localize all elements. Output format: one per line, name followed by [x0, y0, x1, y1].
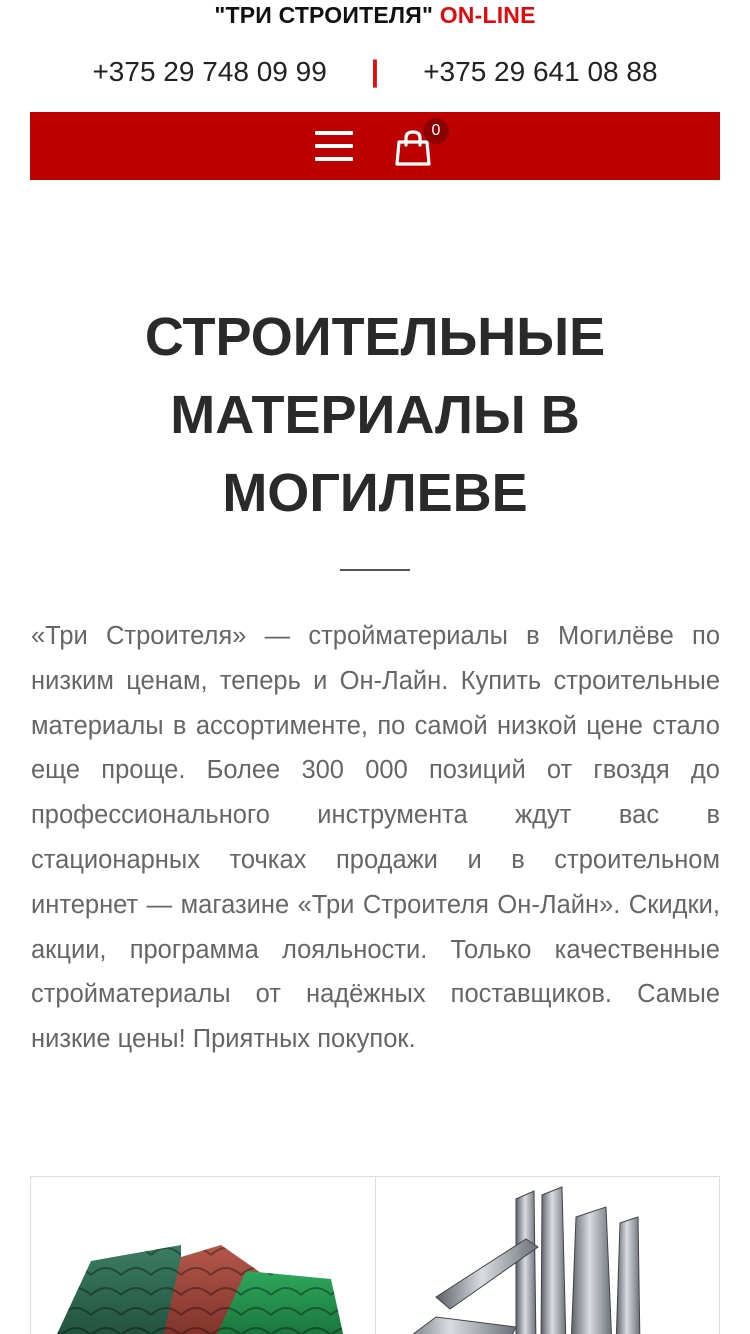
phone-link-1[interactable]: +375 29 748 09 99 [92, 56, 327, 87]
metal-profiles-image [376, 1177, 720, 1334]
cart-button[interactable] [395, 122, 441, 168]
hamburger-menu-icon[interactable] [315, 131, 353, 161]
metal-roof-tiles-image [31, 1177, 375, 1334]
phone-link-2[interactable]: +375 29 641 08 88 [423, 56, 658, 87]
phone-separator: | [370, 55, 380, 88]
main-navbar [30, 112, 720, 180]
category-grid [30, 1176, 720, 1334]
site-brand[interactable] [0, 2, 750, 29]
intro-text: «Три Строителя» — стройматериалы в Могилёве по низким ценам, теперь и Он-Лайн. Купить строительные материалы в ассортименте, по самой низкой цене стало еще проще. Более 300 000 позиций от гвоздя до профессионального инструмента ждут вас в стационарных точках продажи и в строительном интернет — магазине «Три Строителя Он-Лайн». Скидки, акции, программа лояльности. Только качественные стройматериалы от надёжных поставщиков. Самые низкие цены! Приятных покупок. [31, 622, 720, 1054]
category-card-profiles[interactable] [375, 1177, 720, 1334]
title-divider [340, 569, 410, 571]
brand-name: "ТРИ СТРОИТЕЛЯ" [214, 2, 434, 28]
brand-suffix: ON-LINE [439, 2, 536, 28]
phone-bar [0, 52, 750, 92]
category-card-roofing[interactable] [31, 1177, 375, 1334]
page-title: СТРОИТЕЛЬНЫЕ МАТЕРИАЛЫ В МОГИЛЕВЕ [144, 307, 606, 523]
cart-count-badge: 0 [423, 118, 449, 144]
